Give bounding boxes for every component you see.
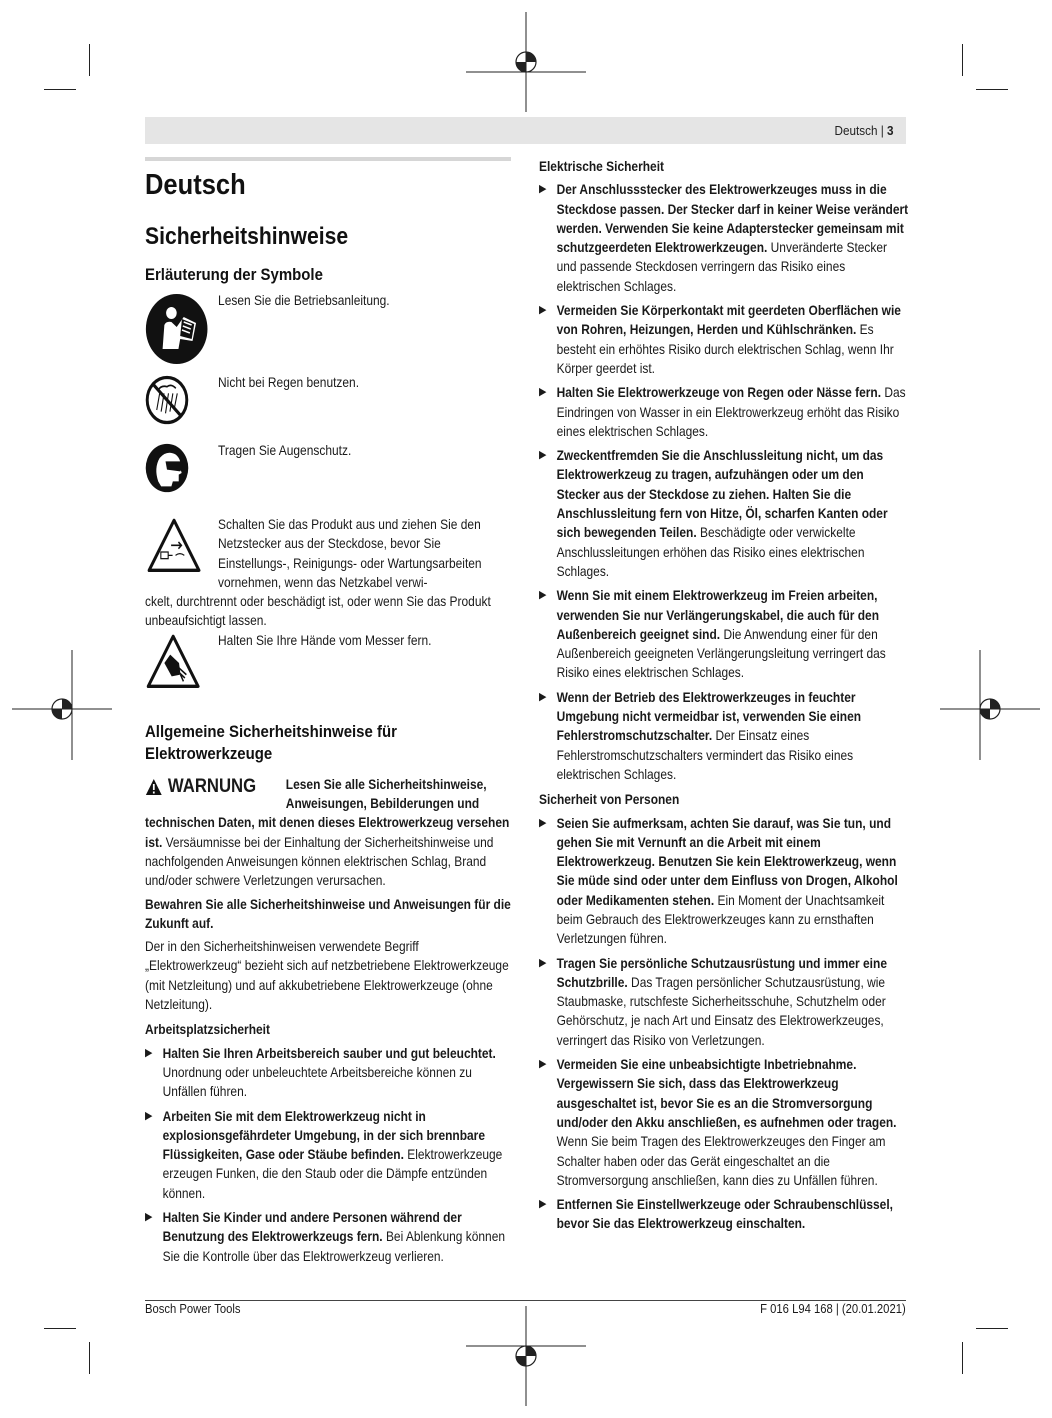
- general-safety-heading: Allgemeine Sicherheitshinweise für Elektrowerkzeuge: [145, 721, 397, 763]
- symbol-no-rain: [145, 373, 511, 441]
- registration-mark-icon: [466, 1306, 586, 1406]
- list-item: ▶ Vermeiden Sie Körperkontakt mit geerdeten Oberflächen wie von Rohren, Heizungen, Herden und Kühlschränken. Es besteht ein erhöhtes Risiko durch elektrischen Schlag, wenn Ihr Körper geerdet ist.: [539, 301, 909, 378]
- symbol-text: Schalten Sie das Produkt aus und ziehen Sie den Netzstecker aus der Steckdose, bevor Sie Einstellungs-, Reinigungs- oder Wartungsarbeiten vornehmen, wenn das Netzkabel verwi- ckelt, durchtrennt oder beschädigt ist, oder wenn Sie das Produkt unbeaufsichtigt lassen.: [145, 517, 491, 629]
- registration-mark-icon: [466, 12, 586, 112]
- header-text: Deutsch | 3: [835, 123, 894, 138]
- registration-mark-icon: [940, 650, 1040, 760]
- read-manual-icon: [145, 293, 208, 365]
- list-item: ▶ Halten Sie Elektrowerkzeuge von Regen oder Nässe fern. Das Eindringen von Wasser in ein Elektrowerkzeug erhöht das Risiko eines elektrischen Schlages.: [539, 383, 909, 441]
- list-item: ▶ Tragen Sie persönliche Schutzausrüstung und immer eine Schutzbrille. Das Tragen persönlicher Schutzausrüstung, wie Staubmaske, rutschfeste Sicherheitsschuhe, Schutzhelm oder Gehörschutz, je nach Art und Einsatz des Elektrowerkzeuges, verringert das Risiko von Verletzungen.: [539, 954, 909, 1050]
- blade-hazard-icon: [145, 633, 201, 693]
- crop-mark: [89, 1342, 90, 1374]
- registration-mark-icon: [12, 650, 112, 760]
- list-item: ▶ Der Anschlussstecker des Elektrowerkzeuges muss in die Steckdose passen. Der Stecker darf in keiner Weise verändert werden. Verwenden Sie keine Adapterstecker gemeinsam mit schutzgeerdeten Elektrowerkzeugen. Unveränderte Stecker und passende Steckdosen verringern das Risiko eines elektrischen Schlages.: [539, 180, 909, 296]
- crop-mark: [976, 89, 1008, 90]
- symbol-text: Halten Sie Ihre Hände vom Messer fern.: [218, 632, 432, 648]
- footer-brand: Bosch Power Tools: [145, 1302, 241, 1316]
- list-item: ▶ Wenn Sie mit einem Elektrowerkzeug im Freien arbeiten, verwenden Sie nur Verlängerungskabel, die auch für den Außenbereich geeignet sind. Die Anwendung einer für den Außenbereich geeigneten Verlängerungsleitung verringert das Risiko eines elektrischen Schlages.: [539, 586, 909, 682]
- term-definition: Der in den Sicherheitshinweisen verwendete Begriff „Elektrowerkzeug“ bezieht sich auf netzbetriebene Elektrowerkzeuge (mit Netzleitung) und auf akkubetriebene Elektrowerkzeuge (ohne Netzleitung).: [145, 939, 509, 1013]
- list-item: ▶ Halten Sie Kinder und andere Personen während der Benutzung des Elektrowerkzeugs fern. Bei Ablenkung können Sie die Kontrolle über das Elektrowerkzeug verlieren.: [145, 1208, 511, 1266]
- crop-mark: [962, 1342, 963, 1374]
- list-item: ▶ Zweckentfremden Sie die Anschlussleitung nicht, um das Elektrowerkzeug zu tragen, aufzuhängen oder um den Stecker aus der Steckdose zu ziehen. Halten Sie die Anschlussleitung fern von Hitze, Öl, scharfen Kanten oder sich bewegenden Teilen. Beschädigte oder verwickelte Anschlussleitungen erhöhen das Risiko eines elektrischen Schlages.: [539, 446, 909, 581]
- footer-doc-id: F 016 L94 168 | (20.01.2021): [760, 1302, 906, 1316]
- list-item: ▶ Vermeiden Sie eine unbeabsichtigte Inbetriebnahme. Vergewissern Sie sich, dass das Elektrowerkzeug ausgeschaltet ist, bevor Sie es an die Stromversorgung und/oder den Akku anschließen, es aufnehmen oder tragen. Wenn Sie beim Tragen des Elektrowerkzeuges den Finger am Schalter haben oder das Gerät eingeschaltet an die Stromversorgung anschließen, kann dies zu Unfällen führen.: [539, 1055, 909, 1190]
- unplug-warning-icon: [145, 517, 203, 577]
- left-column: [145, 168, 511, 1271]
- list-item: ▶ Entfernen Sie Einstellwerkzeuge oder Schraubenschlüssel, bevor Sie das Elektrowerkzeug einschalten.: [539, 1195, 909, 1234]
- crop-mark: [44, 1328, 76, 1329]
- list-item: ▶ Seien Sie aufmerksam, achten Sie darauf, was Sie tun, und gehen Sie mit Vernunft an die Arbeit mit einem Elektrowerkzeug. Benutzen Sie kein Elektrowerkzeug, wenn Sie müde sind oder unter dem Einfluss von Drogen, Alkohol oder Medikamenten stehen. Ein Moment der Unachtsamkeit beim Gebrauch des Elektrowerkzeuges kann zu ernsthaften Verletzungen führen.: [539, 814, 909, 949]
- personal-safety-heading: Sicherheit von Personen: [539, 792, 680, 808]
- page-title: Deutsch: [145, 169, 246, 201]
- symbol-blade: [145, 631, 511, 709]
- symbol-read-manual: [145, 291, 511, 373]
- personal-list: [539, 814, 909, 1234]
- keep-instructions: Bewahren Sie alle Sicherheitshinweise und Anweisungen für die Zukunft auf.: [145, 896, 511, 931]
- eye-protection-icon: [145, 443, 198, 503]
- list-item: ▶ Wenn der Betrieb des Elektrowerkzeuges in feuchter Umgebung nicht vermeidbar ist, verwenden Sie einen Fehlerstromschutzschalter. Der Einsatz eines Fehlerstromschutzschalters vermindert das Risiko eines elektrischen Schlages.: [539, 688, 909, 784]
- crop-mark: [976, 1328, 1008, 1329]
- workplace-heading: Arbeitsplatzsicherheit: [145, 1022, 270, 1038]
- section-title: Sicherheitshinweise: [145, 223, 349, 250]
- electrical-heading: Elektrische Sicherheit: [539, 159, 665, 174]
- right-column: [539, 157, 909, 1239]
- crop-mark: [44, 89, 76, 90]
- symbol-text: Tragen Sie Augenschutz.: [218, 443, 352, 458]
- symbols-heading: Erläuterung der Symbole: [145, 265, 323, 284]
- list-item: ▶ Halten Sie Ihren Arbeitsbereich sauber und gut beleuchtet. Unordnung oder unbeleuchtete Arbeitsbereiche können zu Unfällen führen.: [145, 1044, 511, 1102]
- warning-text: Lesen Sie alle Sicherheitshinweise, Anweisungen, Bebilderungen und technischen Daten, mit denen dieses Elektrowerkzeug versehen ist. Versäumnisse bei der Einhaltung der Sicherheitshinweise und nachfolgenden Anweisungen können elektrischen Schlag, Brand und/oder schwere Verletzungen verursachen.: [145, 776, 510, 889]
- symbol-unplug: [145, 515, 511, 631]
- symbol-eye-protection: [145, 441, 511, 515]
- symbol-text: Nicht bei Regen benutzen.: [218, 375, 360, 390]
- workplace-list: [145, 1044, 511, 1266]
- warning-block: [145, 775, 511, 891]
- footer-rule: [145, 1300, 906, 1301]
- header-language: Deutsch: [835, 123, 878, 138]
- left-column-rule: [145, 157, 511, 161]
- page-header: [145, 117, 906, 144]
- symbol-text: Lesen Sie die Betriebsanleitung.: [218, 293, 390, 308]
- crop-mark: [962, 44, 963, 76]
- electrical-list: [539, 180, 909, 784]
- crop-mark: [89, 44, 90, 76]
- warning-triangle-icon: [145, 778, 163, 796]
- list-item: ▶ Arbeiten Sie mit dem Elektrowerkzeug nicht in explosionsgefährdeter Umgebung, in der sich brennbare Flüssigkeiten, Gase oder Stäube befinden. Elektrowerkzeuge erzeugen Funken, die den Staub oder die Dämpfe entzünden können.: [145, 1107, 511, 1203]
- no-rain-icon: [145, 375, 198, 435]
- warning-label: WARNUNG: [145, 775, 277, 809]
- page-number: 3: [887, 123, 894, 138]
